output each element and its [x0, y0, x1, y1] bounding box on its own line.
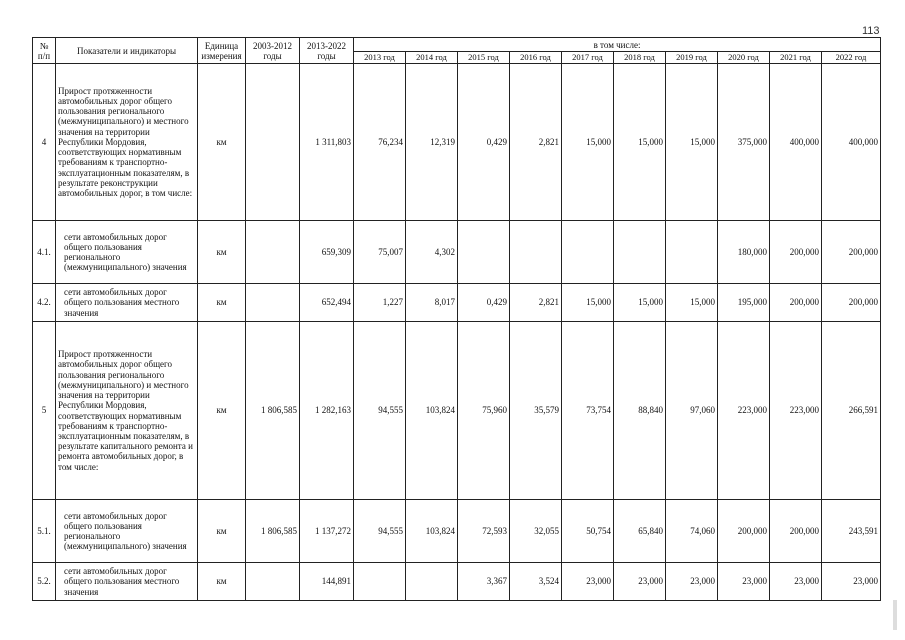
header-no: № п/п: [33, 38, 56, 64]
value-year: 1,227: [354, 284, 406, 322]
indicators-table: [32, 37, 881, 601]
indicator-name: сети автомобильных дорог общего пользования местного значения: [56, 284, 198, 322]
value-2013-2022: 1 311,803: [300, 64, 354, 221]
header-year: 2022 год: [822, 52, 881, 64]
value-year: 97,060: [666, 322, 718, 500]
value-year: 400,000: [770, 64, 822, 221]
value-year: 15,000: [562, 284, 614, 322]
value-year: 23,000: [614, 563, 666, 601]
header-year: 2015 год: [458, 52, 510, 64]
value-year: 72,593: [458, 500, 510, 563]
value-2013-2022: 1 282,163: [300, 322, 354, 500]
header-unit: Единица измерения: [198, 38, 246, 64]
header-year: 2017 год: [562, 52, 614, 64]
indicator-name: сети автомобильных дорог общего пользования местного значения: [56, 563, 198, 601]
indicator-name: Прирост протяженности автомобильных дорог общего пользования регионального (межмуниципального) и местного значения на территории Республики Мордовия, соответствующих нормативным требованиям к транспортно-эксплуатационным показателям, в результате капитального ремонта и ремонта автомобильных дорог, в том числе:: [56, 322, 198, 500]
value-year: 23,000: [770, 563, 822, 601]
table-row: [33, 500, 881, 563]
value-year: 195,000: [718, 284, 770, 322]
value-2003-2012: [246, 563, 300, 601]
value-year: [510, 221, 562, 284]
row-number: 5: [33, 322, 56, 500]
value-2003-2012: 1 806,585: [246, 322, 300, 500]
indicator-name: сети автомобильных дорог общего пользования регионального (межмуниципального) значения: [56, 500, 198, 563]
indicator-name: сети автомобильных дорог общего пользования регионального (межмуниципального) значения: [56, 221, 198, 284]
value-2003-2012: [246, 221, 300, 284]
value-year: 15,000: [614, 284, 666, 322]
value-year: 23,000: [822, 563, 881, 601]
value-year: 400,000: [822, 64, 881, 221]
header-year: 2013 год: [354, 52, 406, 64]
value-year: [458, 221, 510, 284]
value-year: 375,000: [718, 64, 770, 221]
value-year: 200,000: [770, 221, 822, 284]
header-2013-2022: 2013-2022 годы: [300, 38, 354, 64]
value-year: 200,000: [822, 284, 881, 322]
value-year: 65,840: [614, 500, 666, 563]
scan-artifact: [893, 600, 897, 630]
value-year: 15,000: [666, 284, 718, 322]
table-row: [33, 64, 881, 221]
value-year: 180,000: [718, 221, 770, 284]
value-year: 2,821: [510, 64, 562, 221]
indicator-name: Прирост протяженности автомобильных дорог общего пользования регионального (межмуниципального) и местного значения на территории Республики Мордовия, соответствующих нормативным требованиям к транспортно-эксплуатационным показателям, в результате реконструкции автомобильных дорог, в том числе:: [56, 64, 198, 221]
value-year: 23,000: [562, 563, 614, 601]
value-year: 50,754: [562, 500, 614, 563]
value-year: [614, 221, 666, 284]
value-year: 243,591: [822, 500, 881, 563]
header-year: 2020 год: [718, 52, 770, 64]
value-year: 0,429: [458, 284, 510, 322]
value-year: 94,555: [354, 500, 406, 563]
header-year: 2014 год: [406, 52, 458, 64]
header-indicator: Показатели и индикаторы: [56, 38, 198, 64]
value-year: 103,824: [406, 322, 458, 500]
value-year: 103,824: [406, 500, 458, 563]
value-year: 200,000: [822, 221, 881, 284]
value-year: [354, 563, 406, 601]
value-year: 23,000: [718, 563, 770, 601]
value-2003-2012: [246, 64, 300, 221]
unit-cell: км: [198, 500, 246, 563]
value-year: 0,429: [458, 64, 510, 221]
header-year: 2019 год: [666, 52, 718, 64]
value-year: 15,000: [614, 64, 666, 221]
value-year: 35,579: [510, 322, 562, 500]
table-row: [33, 284, 881, 322]
value-2003-2012: [246, 284, 300, 322]
value-year: 23,000: [666, 563, 718, 601]
value-year: 75,960: [458, 322, 510, 500]
row-number: 5.2.: [33, 563, 56, 601]
value-year: 2,821: [510, 284, 562, 322]
value-year: 3,367: [458, 563, 510, 601]
value-year: 4,302: [406, 221, 458, 284]
value-year: 8,017: [406, 284, 458, 322]
value-year: 3,524: [510, 563, 562, 601]
value-2013-2022: 659,309: [300, 221, 354, 284]
value-year: [562, 221, 614, 284]
value-year: 223,000: [718, 322, 770, 500]
value-year: 15,000: [562, 64, 614, 221]
value-year: 75,007: [354, 221, 406, 284]
row-number: 4: [33, 64, 56, 221]
unit-cell: км: [198, 284, 246, 322]
value-year: 94,555: [354, 322, 406, 500]
value-2013-2022: 652,494: [300, 284, 354, 322]
value-year: 73,754: [562, 322, 614, 500]
unit-cell: км: [198, 563, 246, 601]
value-year: 200,000: [770, 284, 822, 322]
unit-cell: км: [198, 322, 246, 500]
value-2003-2012: 1 806,585: [246, 500, 300, 563]
header-year: 2018 год: [614, 52, 666, 64]
table-row: [33, 221, 881, 284]
header-year: 2016 год: [510, 52, 562, 64]
value-year: 32,055: [510, 500, 562, 563]
value-year: 15,000: [666, 64, 718, 221]
header-including: в том числе:: [354, 38, 881, 52]
value-year: 88,840: [614, 322, 666, 500]
header-year: 2021 год: [770, 52, 822, 64]
value-year: [666, 221, 718, 284]
table-row: [33, 563, 881, 601]
value-year: 12,319: [406, 64, 458, 221]
page-number: 113: [862, 25, 880, 37]
value-year: 76,234: [354, 64, 406, 221]
table-row: [33, 322, 881, 500]
header-row-1: [33, 38, 881, 52]
row-number: 5.1.: [33, 500, 56, 563]
unit-cell: км: [198, 64, 246, 221]
value-year: 74,060: [666, 500, 718, 563]
value-2013-2022: 1 137,272: [300, 500, 354, 563]
value-year: 223,000: [770, 322, 822, 500]
value-year: [406, 563, 458, 601]
value-2013-2022: 144,891: [300, 563, 354, 601]
unit-cell: км: [198, 221, 246, 284]
header-2003-2012: 2003-2012 годы: [246, 38, 300, 64]
row-number: 4.1.: [33, 221, 56, 284]
value-year: 200,000: [718, 500, 770, 563]
value-year: 200,000: [770, 500, 822, 563]
row-number: 4.2.: [33, 284, 56, 322]
value-year: 266,591: [822, 322, 881, 500]
